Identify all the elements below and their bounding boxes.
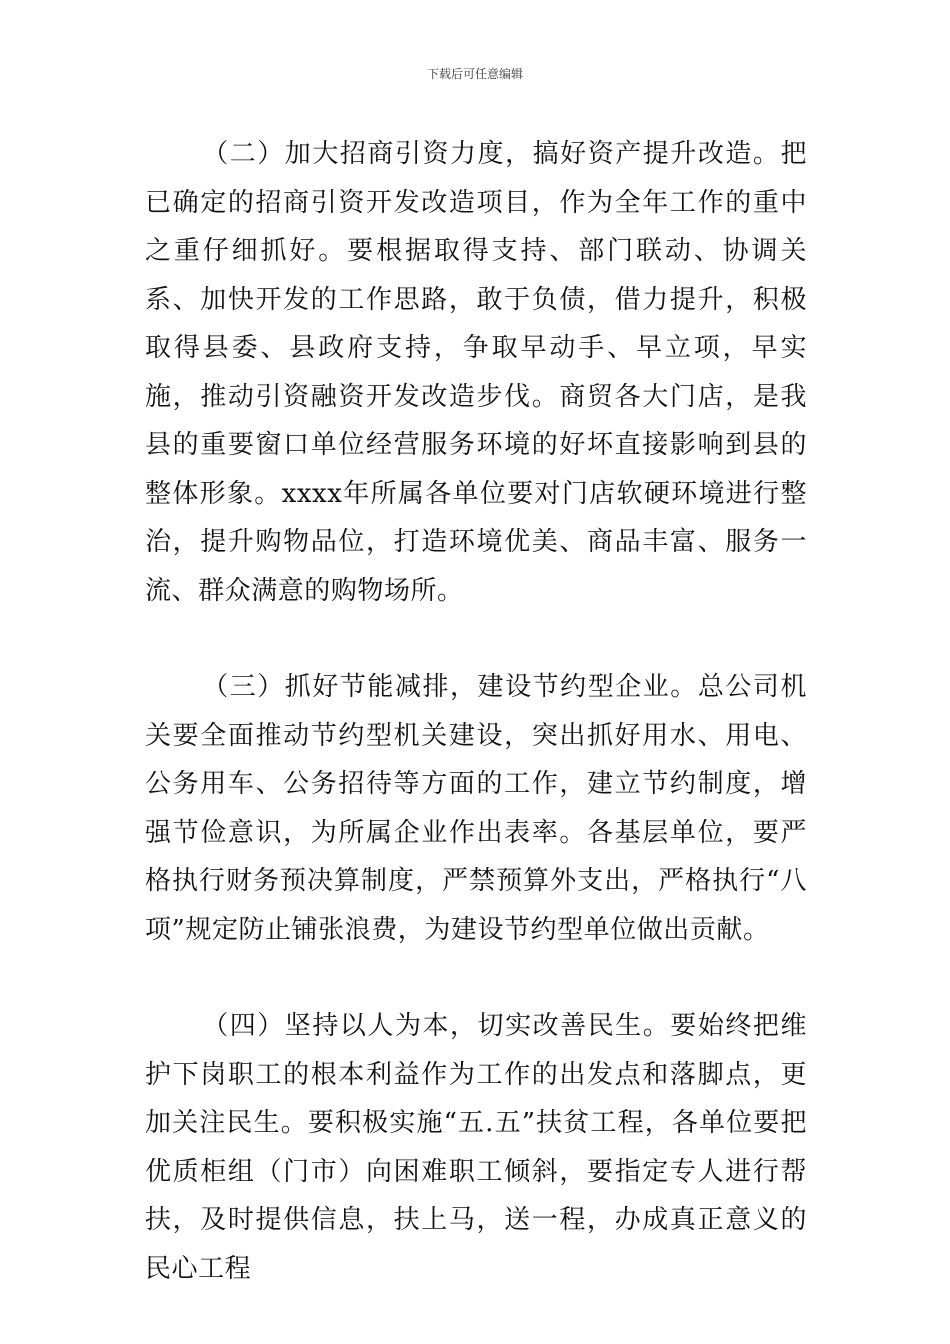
- document-body: [145, 130, 807, 1293]
- paragraph-4: （四）坚持以人为本，切实改善民生。要始终把维护下岗职工的根本利益作为工作的出发点和落脚点，更加关注民生。要积极实施“五.五”扶贫工程，各单位要把优质柜组（门市）向困难职工倾斜，要指定专人进行帮扶，及时提供信息，扶上马，送一程，办成真正意义的民心工程: [145, 1011, 807, 1284]
- page-header: 下载后可任意编辑: [426, 67, 523, 81]
- paragraph-2: （二）加大招商引资力度，搞好资产提升改造。把已确定的招商引资开发改造项目，作为全年工作的重中之重仔细抓好。要根据取得支持、部门联动、协调关系、加快开发的工作思路，敢于负债，借力提升，积极取得县委、县政府支持，争取早动手、早立项，早实施，推动引资融资开发改造步伐。商贸各大门店，是我县的重要窗口单位经营服务环境的好坏直接影响到县的整体形象。xxxx年所属各单位要对门店软硬环境进行整治，提升购物品位，打造环境优美、商品丰富、服务一流、群众满意的购物场所。: [145, 139, 807, 606]
- paragraph-3: （三）抓好节能减排，建设节约型企业。总公司机关要全面推动节约型机关建设，突出抓好用水、用电、公务用车、公务招待等方面的工作，建立节约制度，增强节俭意识，为所属企业作出表率。各基层单位，要严格执行财务预决算制度，严禁预算外支出，严格执行“八项”规定防止铺张浪费，为建设节约型单位做出贡献。: [145, 672, 807, 945]
